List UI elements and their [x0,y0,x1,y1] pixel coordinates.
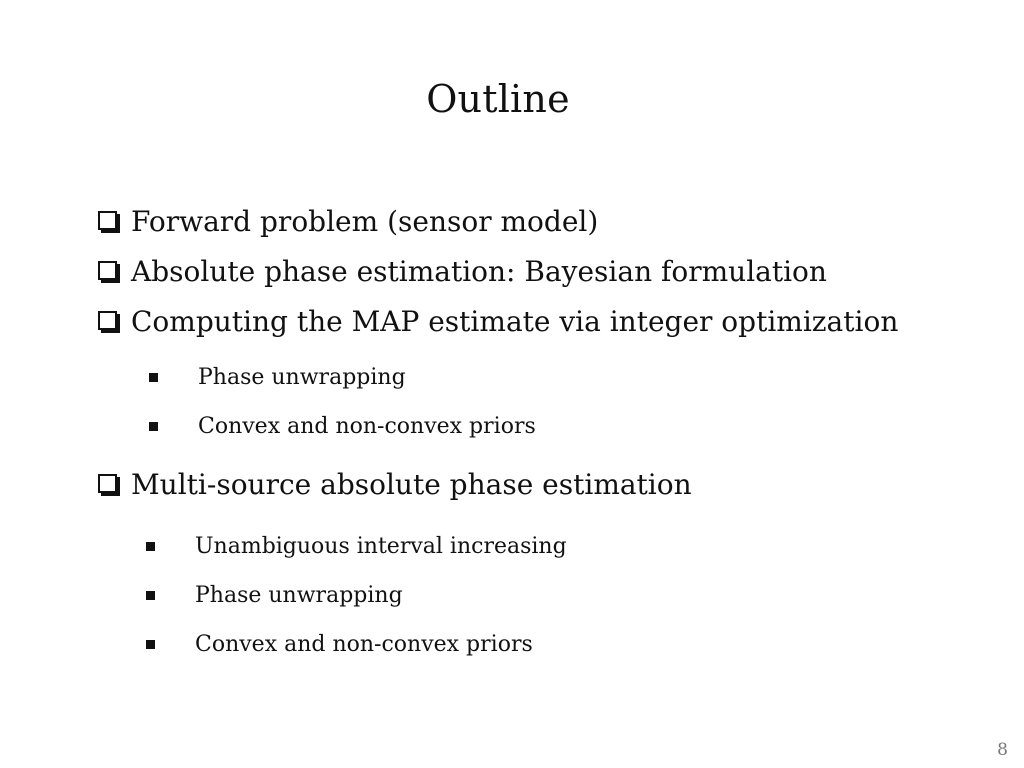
square-bullet-icon [146,640,155,649]
outline-item-label: Multi-source absolute phase estimation [131,468,692,501]
outline-subitem-unambiguous-interval [146,533,567,561]
outline-subitem-priors [149,413,536,441]
outline-subitem-label: Phase unwrapping [195,583,403,608]
outline-item-absolute-phase-estimation [98,255,827,289]
outline-subitem-label: Phase unwrapping [198,365,406,390]
outline-subitem-phase-unwrapping [149,364,406,392]
outline-subitem-label: Convex and non-convex priors [195,632,533,657]
square-bullet-icon [146,591,155,600]
outline-item-label: Forward problem (sensor model) [131,205,599,238]
square-bullet-icon [149,373,158,382]
slide-title: Outline [426,77,570,121]
square-bullet-icon [149,422,158,431]
outline-item-multi-source [98,468,692,502]
checkbox-bullet-icon [98,211,117,230]
checkbox-bullet-icon [98,474,117,493]
outline-subitem-priors [146,631,533,659]
checkbox-bullet-icon [98,261,117,280]
outline-item-map-estimate [98,305,898,339]
page-number: 8 [997,740,1008,760]
checkbox-bullet-icon [98,311,117,330]
outline-subitem-phase-unwrapping [146,582,403,610]
square-bullet-icon [146,542,155,551]
outline-subitem-label: Convex and non-convex priors [198,414,536,439]
outline-subitem-label: Unambiguous interval increasing [195,534,567,559]
outline-item-label: Computing the MAP estimate via integer optimization [131,305,899,338]
outline-item-forward-problem [98,205,598,239]
outline-item-label: Absolute phase estimation: Bayesian formulation [131,255,827,288]
